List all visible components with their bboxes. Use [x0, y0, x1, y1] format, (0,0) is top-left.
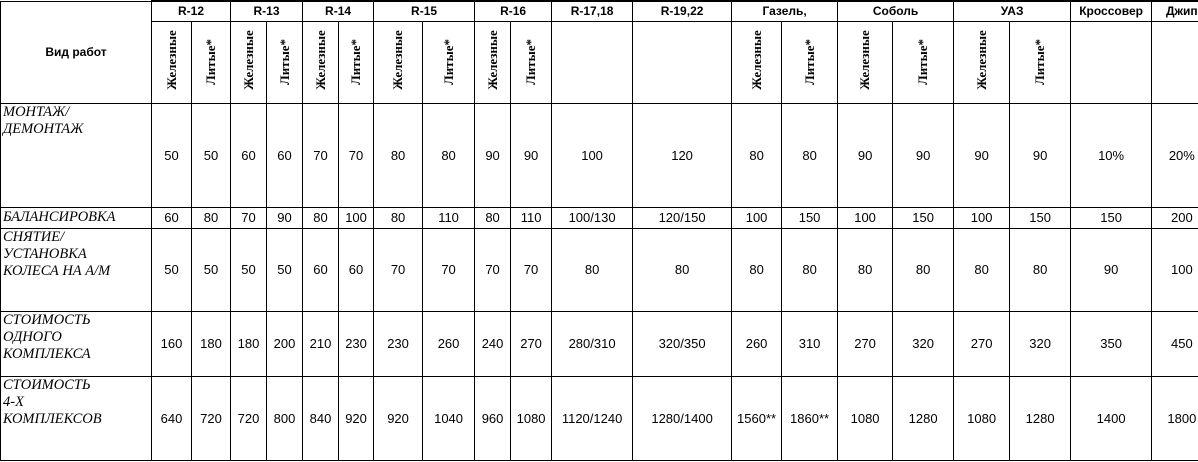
price-cell: 200 [267, 311, 303, 376]
price-cell: 70 [303, 103, 339, 207]
group-header-r17-18: R-17,18 [552, 1, 633, 21]
price-cell: 50 [152, 103, 192, 207]
price-cell: 70 [475, 228, 511, 311]
price-cell: 90 [954, 103, 1010, 207]
price-cell: 60 [152, 207, 192, 228]
subheader-empty [1071, 21, 1152, 103]
price-cell: 80 [633, 228, 732, 311]
price-cell: 100 [552, 103, 633, 207]
price-cell: 1080 [838, 376, 893, 460]
price-cell: 240 [475, 311, 511, 376]
row-balancing [1, 207, 1198, 228]
subheader-steel: Железные [152, 21, 192, 103]
subheader-steel: Железные [231, 21, 267, 103]
price-cell: 70 [511, 228, 552, 311]
price-cell: 80 [838, 228, 893, 311]
row-mount-dismount [1, 103, 1198, 207]
price-cell: 90 [511, 103, 552, 207]
price-cell: 920 [339, 376, 374, 460]
price-cell: 100 [1152, 228, 1198, 311]
price-cell: 200 [1152, 207, 1198, 228]
price-cell: 110 [511, 207, 552, 228]
group-header-r13: R-13 [231, 1, 303, 21]
price-cell: 270 [511, 311, 552, 376]
subheader-alloy: Литые* [423, 21, 475, 103]
price-cell: 50 [192, 228, 231, 311]
price-cell: 260 [423, 311, 475, 376]
price-cell: 90 [267, 207, 303, 228]
price-cell: 180 [192, 311, 231, 376]
price-cell: 310 [782, 311, 838, 376]
subheader-empty [1152, 21, 1198, 103]
price-cell: 640 [152, 376, 192, 460]
subheader-steel: Железные [303, 21, 339, 103]
subheader-alloy: Литые* [782, 21, 838, 103]
price-cell: 1400 [1071, 376, 1152, 460]
price-cell: 100/130 [552, 207, 633, 228]
price-cell: 720 [192, 376, 231, 460]
subheader-steel: Железные [374, 21, 423, 103]
price-cell: 80 [954, 228, 1010, 311]
price-cell: 1280/1400 [633, 376, 732, 460]
group-header-r14: R-14 [303, 1, 374, 21]
price-cell: 90 [1010, 103, 1071, 207]
group-header-r16: R-16 [475, 1, 552, 21]
price-cell: 270 [954, 311, 1010, 376]
price-cell: 180 [231, 311, 267, 376]
price-cell: 1080 [511, 376, 552, 460]
subheader-empty [552, 21, 633, 103]
group-header-uaz: УАЗ [954, 1, 1071, 21]
subheader-empty [633, 21, 732, 103]
subheader-steel: Железные [732, 21, 782, 103]
price-cell: 80 [732, 228, 782, 311]
row-four-sets-cost [1, 376, 1198, 460]
price-cell: 60 [267, 103, 303, 207]
price-cell: 210 [303, 311, 339, 376]
price-cell: 80 [782, 103, 838, 207]
price-cell: 20% [1152, 103, 1198, 207]
price-cell: 80 [475, 207, 511, 228]
price-cell: 150 [1071, 207, 1152, 228]
subheader-alloy: Литые* [1010, 21, 1071, 103]
price-cell: 80 [374, 207, 423, 228]
price-cell: 100 [339, 207, 374, 228]
subheader-steel: Железные [475, 21, 511, 103]
price-cell: 100 [954, 207, 1010, 228]
group-header-crossover: Кроссовер [1071, 1, 1152, 21]
group-header-r15: R-15 [374, 1, 475, 21]
price-cell: 120/150 [633, 207, 732, 228]
price-cell: 1560** [732, 376, 782, 460]
group-header-sobol: Соболь [838, 1, 954, 21]
table-body [1, 103, 1198, 460]
price-cell: 800 [267, 376, 303, 460]
row-label: МОНТАЖ/ ДЕМОНТАЖ [1, 103, 152, 207]
price-cell: 150 [1010, 207, 1071, 228]
price-cell: 80 [374, 103, 423, 207]
price-cell: 60 [231, 103, 267, 207]
price-cell: 90 [1071, 228, 1152, 311]
price-cell: 70 [374, 228, 423, 311]
price-cell: 80 [893, 228, 954, 311]
price-cell: 60 [303, 228, 339, 311]
row-label: СНЯТИЕ/ УСТАНОВКА КОЛЕСА НА А/М [1, 228, 152, 311]
subheader-alloy: Литые* [511, 21, 552, 103]
subheader-alloy: Литые* [893, 21, 954, 103]
work-type-header: Вид работ [1, 1, 152, 103]
price-cell: 80 [192, 207, 231, 228]
price-cell: 1800 [1152, 376, 1198, 460]
price-cell: 320 [1010, 311, 1071, 376]
price-cell: 90 [893, 103, 954, 207]
group-header-gazel: Газель, [732, 1, 838, 21]
subheader-steel: Железные [954, 21, 1010, 103]
price-cell: 150 [782, 207, 838, 228]
price-cell: 100 [732, 207, 782, 228]
row-one-set-cost [1, 311, 1198, 376]
price-cell: 80 [732, 103, 782, 207]
price-cell: 260 [732, 311, 782, 376]
price-cell: 1280 [1010, 376, 1071, 460]
price-cell: 80 [1010, 228, 1071, 311]
price-cell: 280/310 [552, 311, 633, 376]
price-cell: 60 [339, 228, 374, 311]
price-cell: 320/350 [633, 311, 732, 376]
group-header-r12: R-12 [152, 1, 231, 21]
price-cell: 120 [633, 103, 732, 207]
price-cell: 50 [152, 228, 192, 311]
price-cell: 50 [267, 228, 303, 311]
price-cell: 960 [475, 376, 511, 460]
price-cell: 840 [303, 376, 339, 460]
price-cell: 350 [1071, 311, 1152, 376]
subheader-alloy: Литые* [339, 21, 374, 103]
price-cell: 150 [893, 207, 954, 228]
price-cell: 80 [303, 207, 339, 228]
price-cell: 80 [423, 103, 475, 207]
price-cell: 110 [423, 207, 475, 228]
group-header-r19-22: R-19,22 [633, 1, 732, 21]
price-cell: 50 [192, 103, 231, 207]
price-cell: 90 [838, 103, 893, 207]
price-cell: 1120/1240 [552, 376, 633, 460]
price-cell: 1080 [954, 376, 1010, 460]
price-cell: 160 [152, 311, 192, 376]
price-cell: 1860** [782, 376, 838, 460]
price-cell: 80 [552, 228, 633, 311]
price-cell: 100 [838, 207, 893, 228]
price-cell: 920 [374, 376, 423, 460]
subheader-alloy: Литые* [192, 21, 231, 103]
price-cell: 230 [339, 311, 374, 376]
price-cell: 720 [231, 376, 267, 460]
price-cell: 1040 [423, 376, 475, 460]
price-cell: 270 [838, 311, 893, 376]
subheader-alloy: Литые* [267, 21, 303, 103]
row-label: СТОИМОСТЬ 4-Х КОМПЛЕКСОВ [1, 376, 152, 460]
subheader-steel: Железные [838, 21, 893, 103]
row-label: СТОИМОСТЬ ОДНОГО КОМПЛЕКСА [1, 311, 152, 376]
price-cell: 230 [374, 311, 423, 376]
price-cell: 10% [1071, 103, 1152, 207]
price-cell: 50 [231, 228, 267, 311]
price-cell: 450 [1152, 311, 1198, 376]
price-cell: 70 [339, 103, 374, 207]
price-cell: 70 [423, 228, 475, 311]
price-cell: 70 [231, 207, 267, 228]
price-cell: 90 [475, 103, 511, 207]
price-cell: 1280 [893, 376, 954, 460]
row-wheel-removal-install [1, 228, 1198, 311]
price-cell: 80 [782, 228, 838, 311]
price-cell: 320 [893, 311, 954, 376]
group-header-jeep: Джип [1152, 1, 1198, 21]
row-label: БАЛАНСИРОВКА [1, 207, 152, 228]
